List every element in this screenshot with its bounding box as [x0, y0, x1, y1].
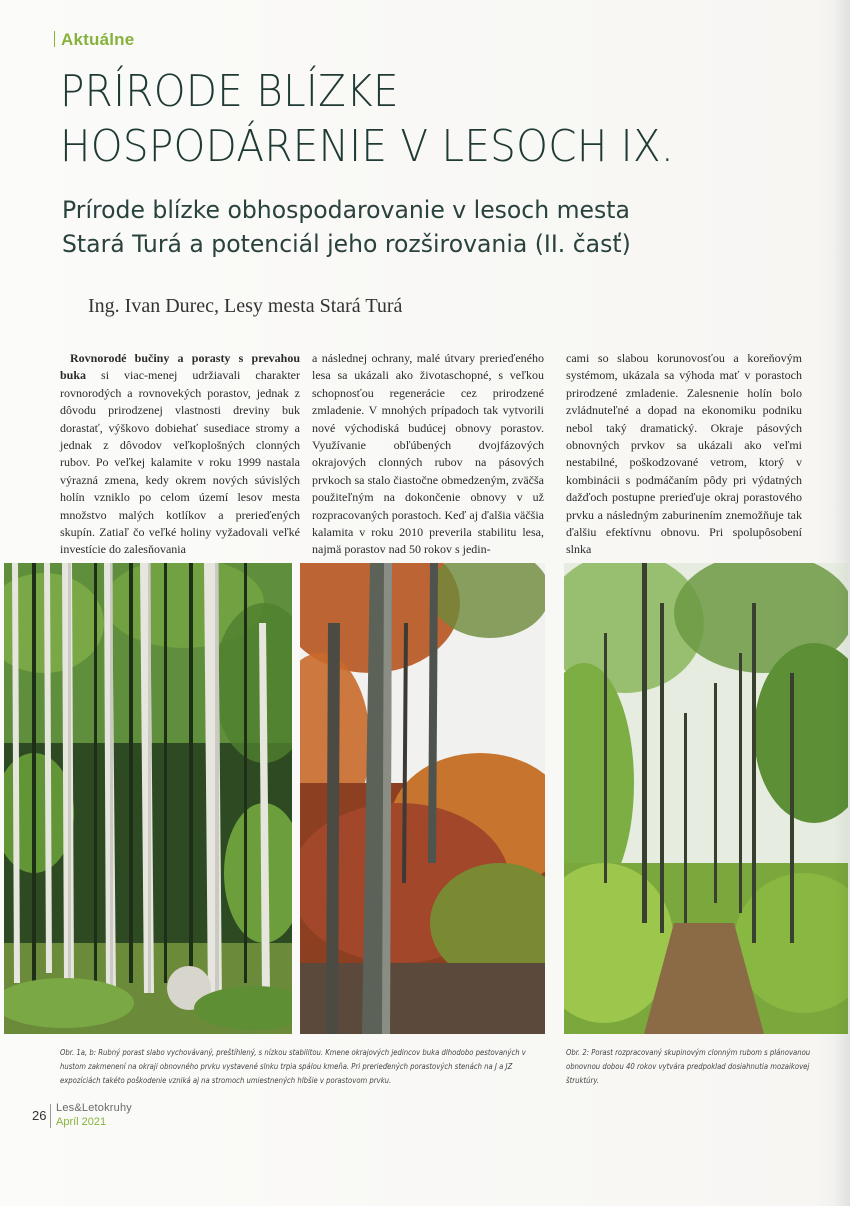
- text-column-1: [60, 350, 300, 559]
- photo-beech-stand: [4, 563, 292, 1034]
- folio-divider: [50, 1104, 51, 1128]
- photo-group-shelterwood: [564, 563, 848, 1034]
- text-column-2: [312, 350, 544, 559]
- paragraph: a následnej ochrany, malé útvary prerieďeného lesa sa ukázali ako životaschopné, s veľkou schopnosťou regenerácie cez prirodzené zmladenie. V mnohých prípadoch tak vytvorili nové východiská budúcej obnovy porastov. Využívanie obľúbených dvojfázových okrajových clonných rubov na pásových prvkoch sa stalo čiastočne obmedzeným, zväčša použiteľným na dokončenie obnovy v už rozpracovaných porastoch. Keď aj ďalšia väčšia kalamita v roku 2010 preverila stabilitu lesa, najmä porastov nad 50 rokov s jedin-: [312, 351, 544, 557]
- beech-stand-image: [4, 563, 292, 1034]
- subtitle-line-2: Stará Turá a potenciál jeho rozširovania (II. časť): [62, 230, 631, 258]
- title-line-1: PRÍRODE BLÍZKE: [60, 66, 399, 117]
- figure-caption-2: Obr. 2: Porast rozpracovaný skupinovým clonným rubom s plánovanou obnovnou dobou 40 rokov vytvára predpoklad dosiahnutia mozaikovej štruktúry.: [566, 1048, 811, 1085]
- article-subtitle: [62, 193, 631, 261]
- subtitle-line-1: Prírode blízke obhospodarovanie v lesoch mesta: [62, 196, 630, 224]
- sunscald-trunk-image: [300, 563, 545, 1034]
- figure-caption-1: Obr. 1a, b: Rubný porast slabo vychovávaný, preštíhlený, s nízkou stabilitou. Kmene okrajových jedincov buka dlhodobo pestovaných v hustom zakmenení na okraji obnovného prvku vystavené slnku trpia spálou kmeňa. Pri prerieďených porastových stenách na J a JZ expozíciách takéto poškodenie vzniká aj na stromoch umiestnených hlbšie v porastovom prvku.: [60, 1048, 526, 1085]
- photo-sunscald-trunk: [300, 563, 545, 1034]
- paragraph: [60, 350, 300, 559]
- lead-in: Rovnorodé bučiny a porasty s prevahou buka: [60, 351, 300, 383]
- title-line-2: HOSPODÁRENIE V LESOCH IX.: [60, 121, 675, 172]
- page-number: 26: [32, 1108, 47, 1123]
- group-shelterwood-image: [564, 563, 848, 1034]
- magazine-name: Les&Letokruhy: [56, 1102, 132, 1114]
- paragraph: cami so slabou korunovosťou a koreňovým systémom, ukázala sa výhoda mať v porastoch prirodzené zmladenie. Zalesnenie holín bolo zvládnuteľné a dopad na ekonomiku podniku nebol taký dramatický. Okraje pásových obnovných prvkov sa ukázali ako veľmi nestabilné, poškodzované vetrom, ktorý v kombinácii s podmáčaním pôdy pri výdatných dažďoch postupne prerieďuje okraj porastového prvku a následným zaburinením znemožňuje tak ďalšiu efektívnu obnovu. Pri spolupôsobení slnka: [566, 351, 802, 557]
- body-text: si viac-menej udržiavali charakter rovnorodých a rovnovekých porastov, jednak z dôvodu prirodzenej vlastnosti dreviny buk dorastať, výškovo dobiehať susediace stromy a jednak z dôvodov veľkoplošných clonných rubov. Po veľkej kalamite v roku 1999 nastala výrazná zmena, kedy okrem nových súvislých holín vzniklo po celom území lesov mesta množstvo malých kotlíkov a prerieďených skupín. Zatiaľ čo veľké holiny vyžadovali veľké investície do zalesňovania: [60, 368, 300, 557]
- author-byline: Ing. Ivan Durec, Lesy mesta Stará Turá: [88, 295, 403, 317]
- issue-date: Apríl 2021: [56, 1116, 107, 1128]
- text-column-3: [566, 350, 802, 559]
- section-label: Aktuálne: [54, 30, 134, 50]
- article-title: [60, 64, 674, 174]
- page-gutter-shadow: [834, 0, 850, 1206]
